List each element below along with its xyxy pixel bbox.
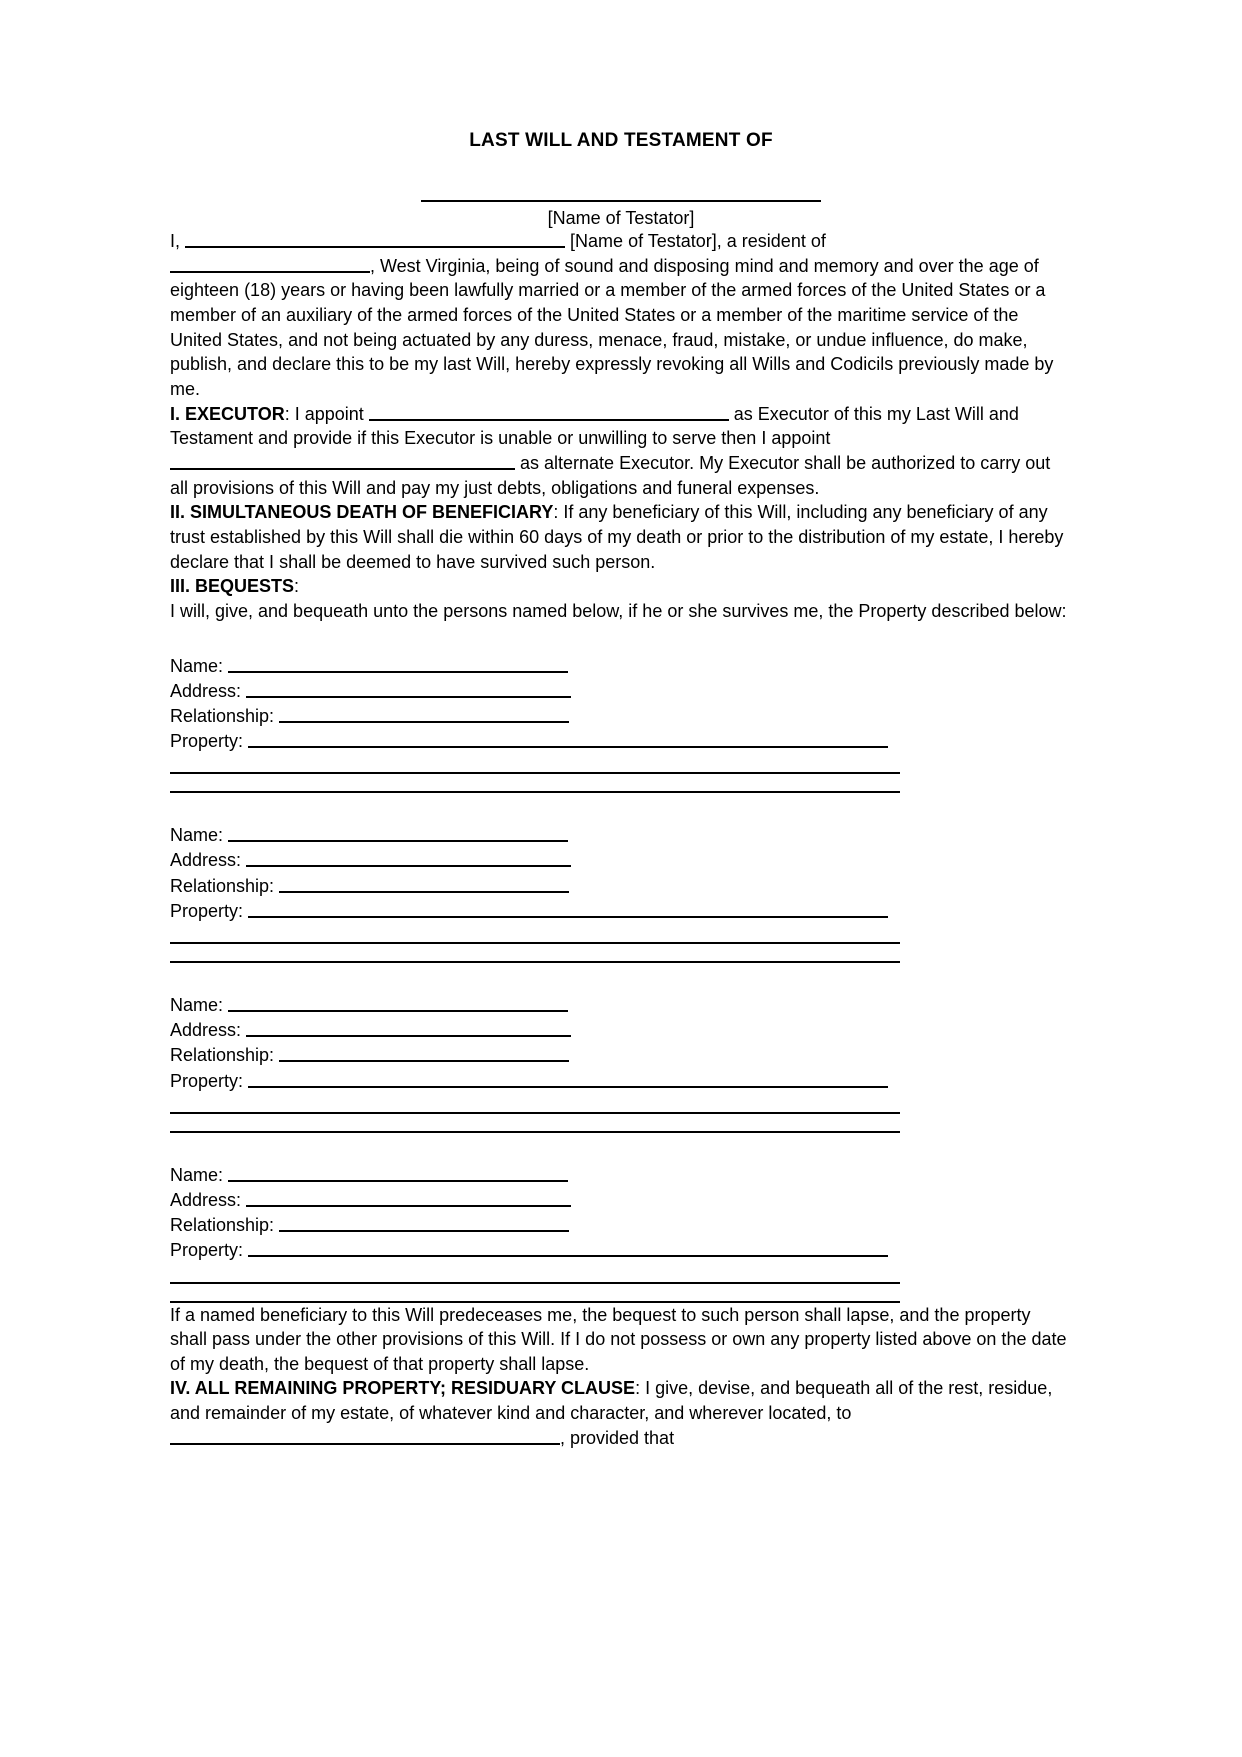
bequest-block [170,654,1072,794]
section-residuary-heading: IV. ALL REMAINING PROPERTY; RESIDUARY CLAUSE [170,1378,636,1399]
page-title: LAST WILL AND TESTAMENT OF [469,130,773,151]
bequest-name-label: Name: [170,655,224,676]
bequest-name-row [170,1163,1072,1188]
section-simultaneous-death-heading: II. SIMULTANEOUS DEATH OF BENEFICIARY [170,502,554,523]
bequest-property-blank-line-2[interactable] [170,1112,900,1114]
bequest-relationship-row [170,704,1072,729]
bequest-property-label: Property: [170,1070,244,1091]
bequest-relationship-label: Relationship: [170,1045,275,1066]
bequest-property-row [170,729,1072,754]
lapse-paragraph: If a named beneficiary to this Will predeceases me, the bequest to such person shall lapse, and the property shall pass under the other provisions of this Will. If I do not possess or own any property listed above on the date of my death, the bequest of that property shall lapse. [170,1304,1067,1374]
section-bequests [170,574,1072,599]
section-bequests-heading: III. BEQUESTS [170,576,295,597]
bequest-property-blank-line-2[interactable] [170,772,900,774]
bequests-intro-paragraph: I will, give, and bequeath unto the persons named below, if he or she survives me, the Property described below: [170,600,1067,621]
bequest-address-row [170,679,1072,704]
bequest-property-blank[interactable] [248,1240,888,1257]
testator-signature-block [170,200,1072,229]
bequest-name-label: Name: [170,995,224,1015]
bequest-relationship-row [170,1043,1072,1068]
testator-name-blank[interactable] [421,200,821,202]
bequest-property-blank[interactable] [248,901,888,918]
bequest-address-label: Address: [170,850,242,871]
bequest-relationship-row [170,874,1072,899]
bequest-property-blank-line-3[interactable] [170,961,900,963]
bequest-property-label: Property: [170,1240,244,1261]
bequest-property-row [170,899,1072,924]
bequest-property-label: Property: [170,900,244,921]
bequest-relationship-blank[interactable] [279,1215,569,1232]
section-executor-heading: I. EXECUTOR [170,403,285,424]
executor-name-blank[interactable] [369,404,729,421]
section-residuary-text-2: , provided that [560,1427,675,1448]
bequest-address-label: Address: [170,680,242,701]
bequest-relationship-blank[interactable] [279,1045,569,1062]
bequest-property-blank[interactable] [248,1071,888,1088]
section-bequests-text: : [294,576,300,597]
bequest-name-row [170,654,1072,679]
bequest-relationship-label: Relationship: [170,1215,275,1236]
bequest-name-row [170,823,1072,848]
residence-input-blank[interactable] [170,256,370,273]
bequest-relationship-row [170,1213,1072,1238]
bequest-property-label: Property: [170,731,244,752]
bequest-name-label: Name: [170,1164,224,1185]
bequest-address-row [170,1018,1072,1043]
intro-after-blank: [Name of Testator], a resident of [570,231,826,251]
section-executor [170,402,1072,501]
bequest-address-blank[interactable] [246,850,571,867]
bequest-address-row [170,848,1072,873]
bequest-address-blank[interactable] [246,1190,571,1207]
bequest-relationship-blank[interactable] [279,706,569,723]
bequest-property-blank-line-2[interactable] [170,942,900,944]
bequest-name-blank[interactable] [228,995,568,1012]
bequest-block [170,993,1072,1133]
bequest-block [170,1163,1072,1303]
bequest-address-row [170,1188,1072,1213]
bequest-relationship-label: Relationship: [170,875,275,896]
bequest-name-blank[interactable] [228,1165,568,1182]
bequest-property-row [170,1238,1072,1263]
section-executor-text-3: as alternate Executor. My Executor shall be authorized to carry out all provisions of this Will and pay my just debts, obligations and funeral expenses. [170,452,1051,498]
section-simultaneous-death [170,500,1072,574]
bequest-address-label: Address: [170,1189,242,1210]
bequest-property-blank-line-3[interactable] [170,791,900,793]
section-simultaneous-death-text: : If any beneficiary of this Will, including any beneficiary of any trust established by this Will shall die within 60 days of my death or prior to the distribution of my estate, I hereby declare that I shall be deemed to have survived such person. [170,502,1064,572]
testator-name-caption: [Name of Testator] [547,208,695,228]
bequest-property-row [170,1069,1072,1094]
bequest-relationship-label: Relationship: [170,705,275,726]
section-executor-text-2: as Executor of this my Last Will and Testament and provide if this Executor is unable or unwilling to serve then I appoint [170,403,1019,449]
bequest-property-blank-line-3[interactable] [170,1131,900,1133]
bequest-property-blank-line-2[interactable] [170,1282,900,1284]
bequest-address-blank[interactable] [246,1020,571,1037]
bequest-name-blank[interactable] [228,825,568,842]
bequest-address-blank[interactable] [246,681,571,698]
bequest-name-label: Name: [170,825,224,846]
alternate-executor-name-blank[interactable] [170,453,515,470]
intro-continuation: , West Virginia, being of sound and disposing mind and memory and over the age of eighteen (18) years or having been lawfully married or a member of the armed forces of the United States or a member of an auxiliary of the armed forces of the United States or a member of the maritime service of the United States, and not being actuated by any duress, menace, fraud, mistake, or undue influence, do make, publish, and declare this to be my last Will, hereby expressly revoking all Wills and Codicils previously made by me. [170,255,1054,399]
intro-paragraph [170,229,1072,402]
bequest-name-row [170,993,1072,1018]
intro-lead: I, [170,231,181,251]
section-executor-text-1: : I appoint [284,403,364,424]
testator-name-input-blank[interactable] [185,231,565,248]
section-residuary [170,1376,1072,1450]
bequest-relationship-blank[interactable] [279,876,569,893]
bequest-block [170,823,1072,963]
bequest-property-blank[interactable] [248,731,888,748]
section-residuary-text-1: : I give, devise, and bequeath all of the rest, residue, and remainder of my estate, of whatever kind and character, and wherever located, to [170,1378,1053,1424]
bequest-address-label: Address: [170,1020,242,1041]
residuary-beneficiary-blank[interactable] [170,1428,560,1445]
bequest-name-blank[interactable] [228,656,568,673]
